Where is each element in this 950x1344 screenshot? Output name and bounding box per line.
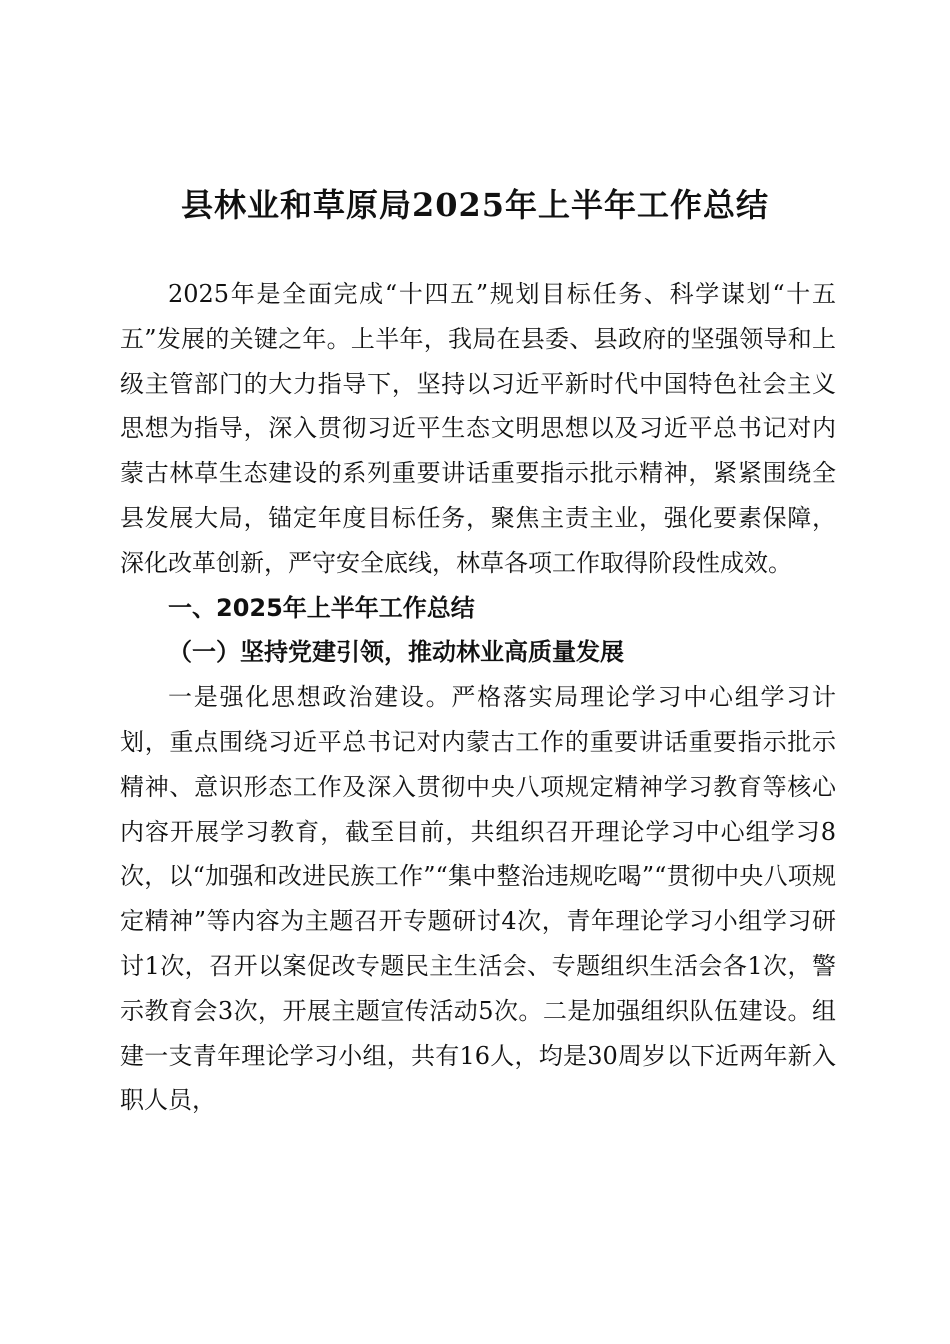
body-paragraph: 一是强化思想政治建设。严格落实局理论学习中心组学习计划，重点围绕习近平总书记对内蒙古工作的重要讲话重要指示批示精神、意识形态工作及深入贯彻中央八项规定精神学习教育等核心内容开展学习教育，截至目前，共组织召开理论学习中心组学习8次，以“加强和改进民族工作”“集中整治违规吃喝”“贯彻中央八项规定精神”等内容为主题召开专题研讨4次，青年理论学习小组学习研讨1次，召开以案促改专题民主生活会、专题组织生活会各1次，警示教育会3次，开展主题宣传活动5次。二是加强组织队伍建设。组建一支青年理论学习小组，共有16人，均是30周岁以下近两年新入职人员， bbox=[120, 683, 836, 1115]
document-body bbox=[120, 272, 836, 1123]
subsection-heading: （一）坚持党建引领，推动林业高质量发展 bbox=[168, 637, 624, 667]
intro-paragraph: 2025年是全面完成“十四五”规划目标任务、科学谋划“十五五”发展的关键之年。上半年，我局在县委、县政府的坚强领导和上级主管部门的大力指导下，坚持以习近平新时代中国特色社会主义思想为指导，深入贯彻习近平生态文明思想以及习近平总书记对内蒙古林草生态建设的系列重要讲话重要指示批示精神，紧紧围绕全县发展大局，锚定年度目标任务，聚焦主责主业，强化要素保障，深化改革创新，严守安全底线，林草各项工作取得阶段性成效。 bbox=[120, 280, 836, 577]
document-title: 县林业和草原局2025年上半年工作总结 bbox=[180, 186, 770, 224]
section-heading: 一、2025年上半年工作总结 bbox=[168, 593, 475, 622]
